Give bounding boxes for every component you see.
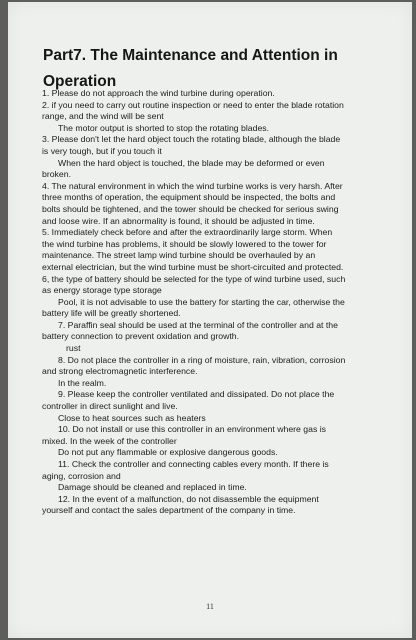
text-line: the wind turbine has problems, it should be slowly lowered to the tower for bbox=[42, 238, 327, 249]
text-line: three months of operation, the equipment should be inspected, the bolts and bbox=[42, 192, 336, 203]
title-line-2: Operation bbox=[43, 73, 117, 90]
text-line: maintenance. The street lamp wind turbine should be overhauled by an bbox=[42, 250, 316, 261]
page-number: 11 bbox=[206, 602, 214, 611]
text-line: bolts should be tightened, and the tower should be checked for serious swing bbox=[42, 203, 339, 214]
text-line: and loose wire. If an abnormality is found, it should be adjusted in time. bbox=[42, 215, 315, 226]
text-line: When the hard object is touched, the blade may be deformed or even bbox=[58, 157, 325, 168]
text-line: Do not put any flammable or explosive dangerous goods. bbox=[58, 447, 278, 458]
text-line: external electrician, but the wind turbine must be short-circuited and protected. bbox=[42, 261, 344, 272]
text-line: In the realm. bbox=[58, 377, 107, 388]
text-line: The motor output is shorted to stop the rotating blades. bbox=[58, 122, 270, 133]
text-line: 7. Paraffin seal should be used at the terminal of the controller and at the bbox=[58, 319, 338, 330]
text-line: Pool, it is not advisable to use the battery for starting the car, otherwise the bbox=[58, 296, 345, 307]
text-line: controller in direct sunlight and live. bbox=[42, 401, 178, 412]
text-line: 12. In the event of a malfunction, do not disassemble the equipment bbox=[58, 493, 319, 504]
maintenance-instructions bbox=[42, 88, 382, 517]
text-line: rust bbox=[66, 343, 81, 354]
text-line: mixed. In the week of the controller bbox=[42, 435, 177, 446]
text-line: battery connection to prevent oxidation and growth. bbox=[42, 331, 240, 342]
text-line: 8. Do not place the controller in a ring of moisture, rain, vibration, corrosion bbox=[58, 354, 346, 365]
text-line: 2. if you need to carry out routine inspection or need to enter the blade rotation bbox=[42, 99, 344, 110]
title-line-1: Part7. The Maintenance and Attention in bbox=[43, 47, 338, 64]
text-line: 11. Check the controller and connecting cables every month. If there is bbox=[58, 459, 329, 469]
text-line: 10. Do not install or use this controller in an environment where gas is bbox=[58, 424, 327, 435]
text-line: 3. Please don't let the hard object touch the rotating blade, although the blade bbox=[42, 134, 341, 145]
text-line: 4. The natural environment in which the wind turbine works is very harsh. After bbox=[42, 180, 343, 191]
text-line: Close to heat sources such as heaters bbox=[58, 412, 206, 423]
text-line: range, and the wind will be sent bbox=[42, 111, 164, 122]
text-line: aging, corrosion and bbox=[42, 470, 121, 481]
text-line: battery life will be greatly shortened. bbox=[42, 308, 181, 319]
text-line: yourself and contact the sales department of the company in time. bbox=[42, 505, 296, 516]
text-line: and strong electromagnetic interference. bbox=[42, 366, 198, 377]
text-line: Damage should be cleaned and replaced in time. bbox=[58, 482, 247, 493]
text-line: as energy storage type storage bbox=[42, 285, 162, 296]
text-line: broken. bbox=[42, 169, 71, 180]
document-page bbox=[8, 2, 412, 638]
text-line: 1. Please do not approach the wind turbine during operation. bbox=[42, 88, 275, 98]
text-line: 5. Immediately check before and after the extraordinarily large storm. When bbox=[42, 227, 333, 238]
text-line: is very tough, but if you touch it bbox=[42, 145, 162, 156]
text-line: 9. Please keep the controller ventilated and dissipated. Do not place the bbox=[58, 389, 335, 400]
text-line: 6, the type of battery should be selected for the type of wind turbine used, such bbox=[42, 273, 346, 284]
